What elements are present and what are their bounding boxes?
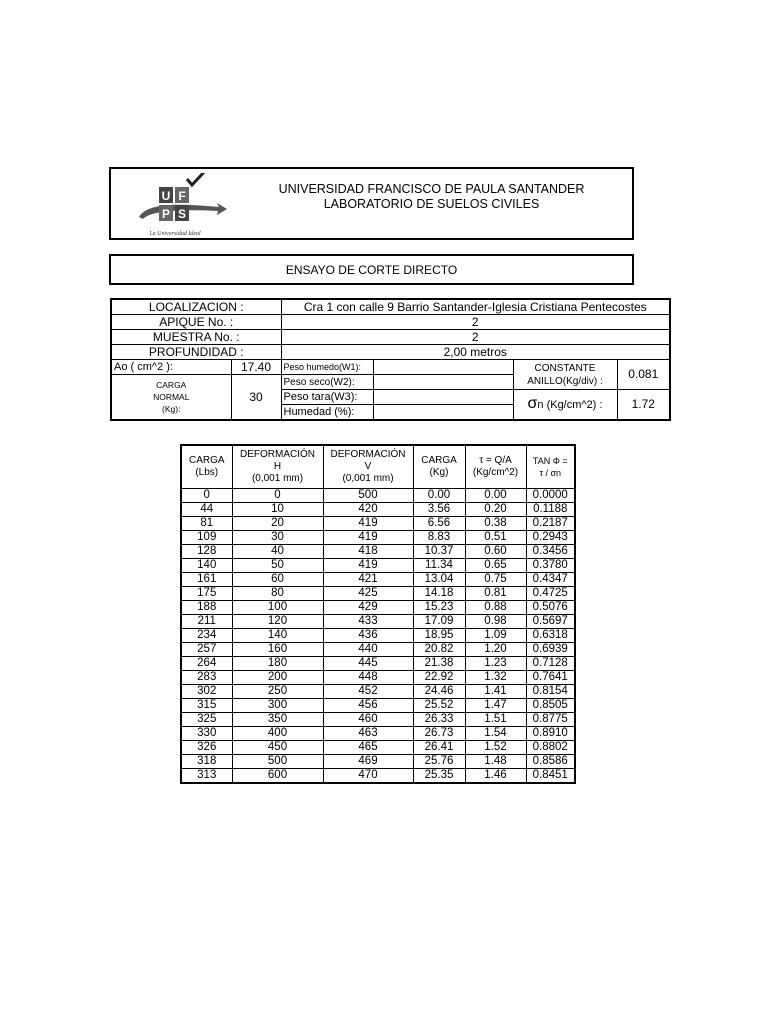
col-header-deformacion-h (232, 445, 323, 489)
header-box (109, 167, 634, 240)
cell-carga-lbs: 257 (181, 643, 232, 657)
peso-seco-value (373, 375, 513, 390)
col-header-text: CARGA (188, 455, 225, 466)
cell-tan-phi: 0.8586 (526, 755, 575, 769)
constante-label-line2: ANILLO(Kg/div) : (527, 375, 603, 387)
cell-carga-lbs: 264 (181, 657, 232, 671)
cell-deformacion-h: 10 (232, 503, 323, 517)
cell-tau: 1.09 (465, 629, 526, 643)
cell-deformacion-v: 421 (323, 573, 413, 587)
cell-tan-phi: 0.1188 (526, 503, 575, 517)
col-header-unit: (Lbs) (195, 467, 219, 478)
table-row (181, 559, 575, 573)
cell-deformacion-h: 200 (232, 671, 323, 685)
info-row-profundidad (111, 345, 670, 360)
localizacion-value: Cra 1 con calle 9 Barrio Santander-Iglesia Cristiana Pentecostes (281, 299, 670, 315)
cell-tau: 0.20 (465, 503, 526, 517)
cell-carga-kg: 10.37 (413, 545, 465, 559)
cell-deformacion-h: 30 (232, 531, 323, 545)
logo-letter-s: S (177, 207, 187, 221)
table-row (181, 629, 575, 643)
cell-tan-phi: 0.7641 (526, 671, 575, 685)
cell-carga-lbs: 0 (181, 489, 232, 503)
cell-deformacion-v: 456 (323, 699, 413, 713)
cell-tau: 1.32 (465, 671, 526, 685)
humedad-label: Humedad (%): (281, 405, 373, 421)
localizacion-label: LOCALIZACION : (111, 299, 281, 315)
col-header-unit: (Kg) (429, 467, 449, 478)
cell-carga-lbs: 315 (181, 699, 232, 713)
table-row (181, 741, 575, 755)
ufps-logo-icon (137, 173, 227, 239)
ufps-logo (137, 173, 227, 239)
cell-carga-lbs: 283 (181, 671, 232, 685)
cell-carga-lbs: 302 (181, 685, 232, 699)
sigma-label-text: n (Kg/cm^2) : (537, 399, 603, 411)
logo-caption: La Universidad Ideal (149, 231, 201, 237)
table-row (181, 573, 575, 587)
cell-carga-lbs: 330 (181, 727, 232, 741)
table-row (181, 727, 575, 741)
university-name: UNIVERSIDAD FRANCISCO DE PAULA SANTANDER (278, 182, 585, 196)
cell-carga-kg: 13.04 (413, 573, 465, 587)
data-header-row (181, 445, 575, 489)
cell-carga-kg: 25.76 (413, 755, 465, 769)
col-header-unit: (Kg/cm^2) (472, 467, 519, 478)
cell-deformacion-h: 180 (232, 657, 323, 671)
cell-tan-phi: 0.2187 (526, 517, 575, 531)
test-title-box (109, 254, 634, 285)
cell-tau: 0.38 (465, 517, 526, 531)
carga-normal-value: 30 (231, 375, 281, 421)
cell-carga-kg: 24.46 (413, 685, 465, 699)
cell-carga-lbs: 326 (181, 741, 232, 755)
cell-tan-phi: 0.6939 (526, 643, 575, 657)
profundidad-label: PROFUNDIDAD : (111, 345, 281, 360)
peso-tara-label: Peso tara(W3): (281, 390, 373, 405)
peso-tara-value (373, 390, 513, 405)
col-header-unit: (0,001 mm) (251, 473, 304, 484)
cell-tan-phi: 0.8505 (526, 699, 575, 713)
cell-carga-kg: 22.92 (413, 671, 465, 685)
carga-normal-label (111, 375, 231, 421)
col-header-sub: H (273, 461, 282, 472)
table-row (181, 657, 575, 671)
cell-carga-lbs: 44 (181, 503, 232, 517)
cell-carga-kg: 17.09 (413, 615, 465, 629)
cell-deformacion-v: 469 (323, 755, 413, 769)
carga-normal-label-line2: NORMAL (153, 392, 190, 402)
cell-carga-lbs: 81 (181, 517, 232, 531)
cell-tau: 1.52 (465, 741, 526, 755)
cell-deformacion-h: 60 (232, 573, 323, 587)
cell-carga-lbs: 140 (181, 559, 232, 573)
apique-label: APIQUE No. : (111, 315, 281, 330)
cell-tau: 0.60 (465, 545, 526, 559)
cell-carga-lbs: 313 (181, 769, 232, 784)
cell-deformacion-v: 418 (323, 545, 413, 559)
sigma-value: 1.72 (617, 390, 670, 421)
col-header-carga-kg (413, 445, 465, 489)
peso-seco-label: Peso seco(W2): (281, 375, 373, 390)
cell-tau: 0.65 (465, 559, 526, 573)
cell-deformacion-v: 433 (323, 615, 413, 629)
col-header-deformacion-v (323, 445, 413, 489)
peso-humedo-value (373, 360, 513, 375)
constante-label-line1: CONSTANTE (534, 362, 596, 374)
cell-deformacion-h: 400 (232, 727, 323, 741)
table-row (181, 699, 575, 713)
info-table (110, 298, 671, 421)
cell-carga-lbs: 318 (181, 755, 232, 769)
info-row-muestra (111, 330, 670, 345)
cell-deformacion-v: 460 (323, 713, 413, 727)
cell-tan-phi: 0.8910 (526, 727, 575, 741)
table-row (181, 615, 575, 629)
cell-carga-lbs: 188 (181, 601, 232, 615)
table-row (181, 503, 575, 517)
col-header-text: DEFORMACIÓN (330, 449, 406, 460)
cell-tau: 1.46 (465, 769, 526, 784)
cell-deformacion-v: 436 (323, 629, 413, 643)
table-row (181, 713, 575, 727)
cell-deformacion-h: 20 (232, 517, 323, 531)
sigma-label (513, 390, 617, 421)
cell-tan-phi: 0.8154 (526, 685, 575, 699)
col-header-unit: (0,001 mm) (342, 473, 394, 484)
muestra-value: 2 (281, 330, 670, 345)
cell-carga-kg: 3.56 (413, 503, 465, 517)
cell-carga-kg: 14.18 (413, 587, 465, 601)
logo-letter-u: U (161, 189, 171, 203)
cell-tau: 0.51 (465, 531, 526, 545)
table-row (181, 601, 575, 615)
cell-tan-phi: 0.4725 (526, 587, 575, 601)
cell-carga-kg: 0.00 (413, 489, 465, 503)
carga-normal-label-line1: CARGA (156, 380, 187, 390)
table-row (181, 587, 575, 601)
table-row (181, 769, 575, 784)
cell-carga-kg: 11.34 (413, 559, 465, 573)
cell-carga-kg: 25.35 (413, 769, 465, 784)
cell-tau: 1.54 (465, 727, 526, 741)
cell-deformacion-v: 463 (323, 727, 413, 741)
cell-carga-kg: 26.73 (413, 727, 465, 741)
cell-deformacion-h: 250 (232, 685, 323, 699)
profundidad-value: 2,00 metros (281, 345, 670, 360)
cell-deformacion-v: 425 (323, 587, 413, 601)
cell-tan-phi: 0.6318 (526, 629, 575, 643)
cell-tau: 1.47 (465, 699, 526, 713)
col-header-sub: τ / σn (539, 468, 562, 478)
cell-tau: 0.75 (465, 573, 526, 587)
cell-deformacion-h: 300 (232, 699, 323, 713)
cell-tau: 0.00 (465, 489, 526, 503)
cell-deformacion-v: 452 (323, 685, 413, 699)
carga-normal-label-line3: (Kg): (162, 404, 181, 414)
col-header-text: TAN Φ = (532, 456, 568, 466)
cell-tau: 0.81 (465, 587, 526, 601)
cell-deformacion-h: 500 (232, 755, 323, 769)
col-header-tau (465, 445, 526, 489)
col-header-text: CARGA (421, 455, 457, 466)
cell-deformacion-v: 445 (323, 657, 413, 671)
table-row (181, 755, 575, 769)
cell-deformacion-h: 160 (232, 643, 323, 657)
col-header-tan-phi (526, 445, 575, 489)
cell-carga-kg: 25.52 (413, 699, 465, 713)
cell-deformacion-v: 470 (323, 769, 413, 784)
cell-deformacion-h: 0 (232, 489, 323, 503)
col-header-text: τ = Q/A (479, 455, 512, 466)
cell-tau: 1.48 (465, 755, 526, 769)
cell-tan-phi: 0.5697 (526, 615, 575, 629)
cell-carga-kg: 8.83 (413, 531, 465, 545)
cell-deformacion-h: 140 (232, 629, 323, 643)
cell-deformacion-v: 465 (323, 741, 413, 755)
cell-carga-kg: 18.95 (413, 629, 465, 643)
cell-deformacion-v: 420 (323, 503, 413, 517)
cell-carga-lbs: 211 (181, 615, 232, 629)
cell-deformacion-h: 50 (232, 559, 323, 573)
col-header-carga-lbs (181, 445, 232, 489)
lab-name: LABORATORIO DE SUELOS CIVILES (323, 197, 540, 211)
cell-tau: 0.88 (465, 601, 526, 615)
cell-tan-phi: 0.4347 (526, 573, 575, 587)
cell-tan-phi: 0.7128 (526, 657, 575, 671)
humedad-value (373, 405, 513, 421)
cell-carga-kg: 26.33 (413, 713, 465, 727)
peso-humedo-label: Peso humedo(W1): (281, 360, 373, 375)
cell-deformacion-h: 450 (232, 741, 323, 755)
ao-value: 17.40 (231, 360, 281, 375)
constante-value: 0.081 (617, 360, 670, 390)
cell-tau: 1.41 (465, 685, 526, 699)
cell-tau: 1.51 (465, 713, 526, 727)
table-row (181, 489, 575, 503)
cell-deformacion-v: 440 (323, 643, 413, 657)
info-row-localizacion (111, 299, 670, 315)
table-row (181, 643, 575, 657)
cell-tan-phi: 0.2943 (526, 531, 575, 545)
cell-deformacion-h: 120 (232, 615, 323, 629)
constante-label (513, 360, 617, 390)
sigma-symbol: σ (527, 395, 538, 412)
table-row (181, 517, 575, 531)
cell-deformacion-v: 448 (323, 671, 413, 685)
col-header-sub: V (364, 461, 372, 472)
cell-carga-lbs: 109 (181, 531, 232, 545)
cell-tan-phi: 0.3780 (526, 559, 575, 573)
info-row-ao (111, 360, 670, 375)
cell-tan-phi: 0.5076 (526, 601, 575, 615)
table-row (181, 671, 575, 685)
cell-deformacion-h: 600 (232, 769, 323, 784)
cell-deformacion-h: 40 (232, 545, 323, 559)
col-header-text: DEFORMACIÓN (240, 449, 315, 460)
logo-letter-f: F (178, 189, 186, 203)
cell-tau: 0.98 (465, 615, 526, 629)
apique-value: 2 (281, 315, 670, 330)
cell-deformacion-h: 100 (232, 601, 323, 615)
cell-tan-phi: 0.0000 (526, 489, 575, 503)
cell-tan-phi: 0.3456 (526, 545, 575, 559)
cell-deformacion-v: 500 (323, 489, 413, 503)
cell-deformacion-v: 429 (323, 601, 413, 615)
cell-tau: 1.23 (465, 657, 526, 671)
cell-deformacion-v: 419 (323, 531, 413, 545)
logo-letter-p: P (161, 207, 171, 221)
cell-deformacion-h: 80 (232, 587, 323, 601)
cell-carga-lbs: 175 (181, 587, 232, 601)
ao-label: Ao ( cm^2 ): (111, 360, 231, 375)
cell-tan-phi: 0.8451 (526, 769, 575, 784)
cell-deformacion-v: 419 (323, 559, 413, 573)
table-row (181, 685, 575, 699)
cell-carga-lbs: 161 (181, 573, 232, 587)
cell-carga-kg: 20.82 (413, 643, 465, 657)
test-title: ENSAYO DE CORTE DIRECTO (285, 262, 458, 277)
cell-deformacion-v: 419 (323, 517, 413, 531)
cell-tan-phi: 0.8775 (526, 713, 575, 727)
table-row (181, 531, 575, 545)
cell-deformacion-h: 350 (232, 713, 323, 727)
cell-tan-phi: 0.8802 (526, 741, 575, 755)
shear-data-table (180, 444, 576, 784)
table-row (181, 545, 575, 559)
muestra-label: MUESTRA No. : (111, 330, 281, 345)
cell-carga-kg: 21.38 (413, 657, 465, 671)
info-row-apique (111, 315, 670, 330)
cell-tau: 1.20 (465, 643, 526, 657)
cell-carga-lbs: 128 (181, 545, 232, 559)
cell-carga-kg: 6.56 (413, 517, 465, 531)
data-body (181, 489, 575, 784)
cell-carga-lbs: 325 (181, 713, 232, 727)
cell-carga-kg: 15.23 (413, 601, 465, 615)
cell-carga-kg: 26.41 (413, 741, 465, 755)
cell-carga-lbs: 234 (181, 629, 232, 643)
